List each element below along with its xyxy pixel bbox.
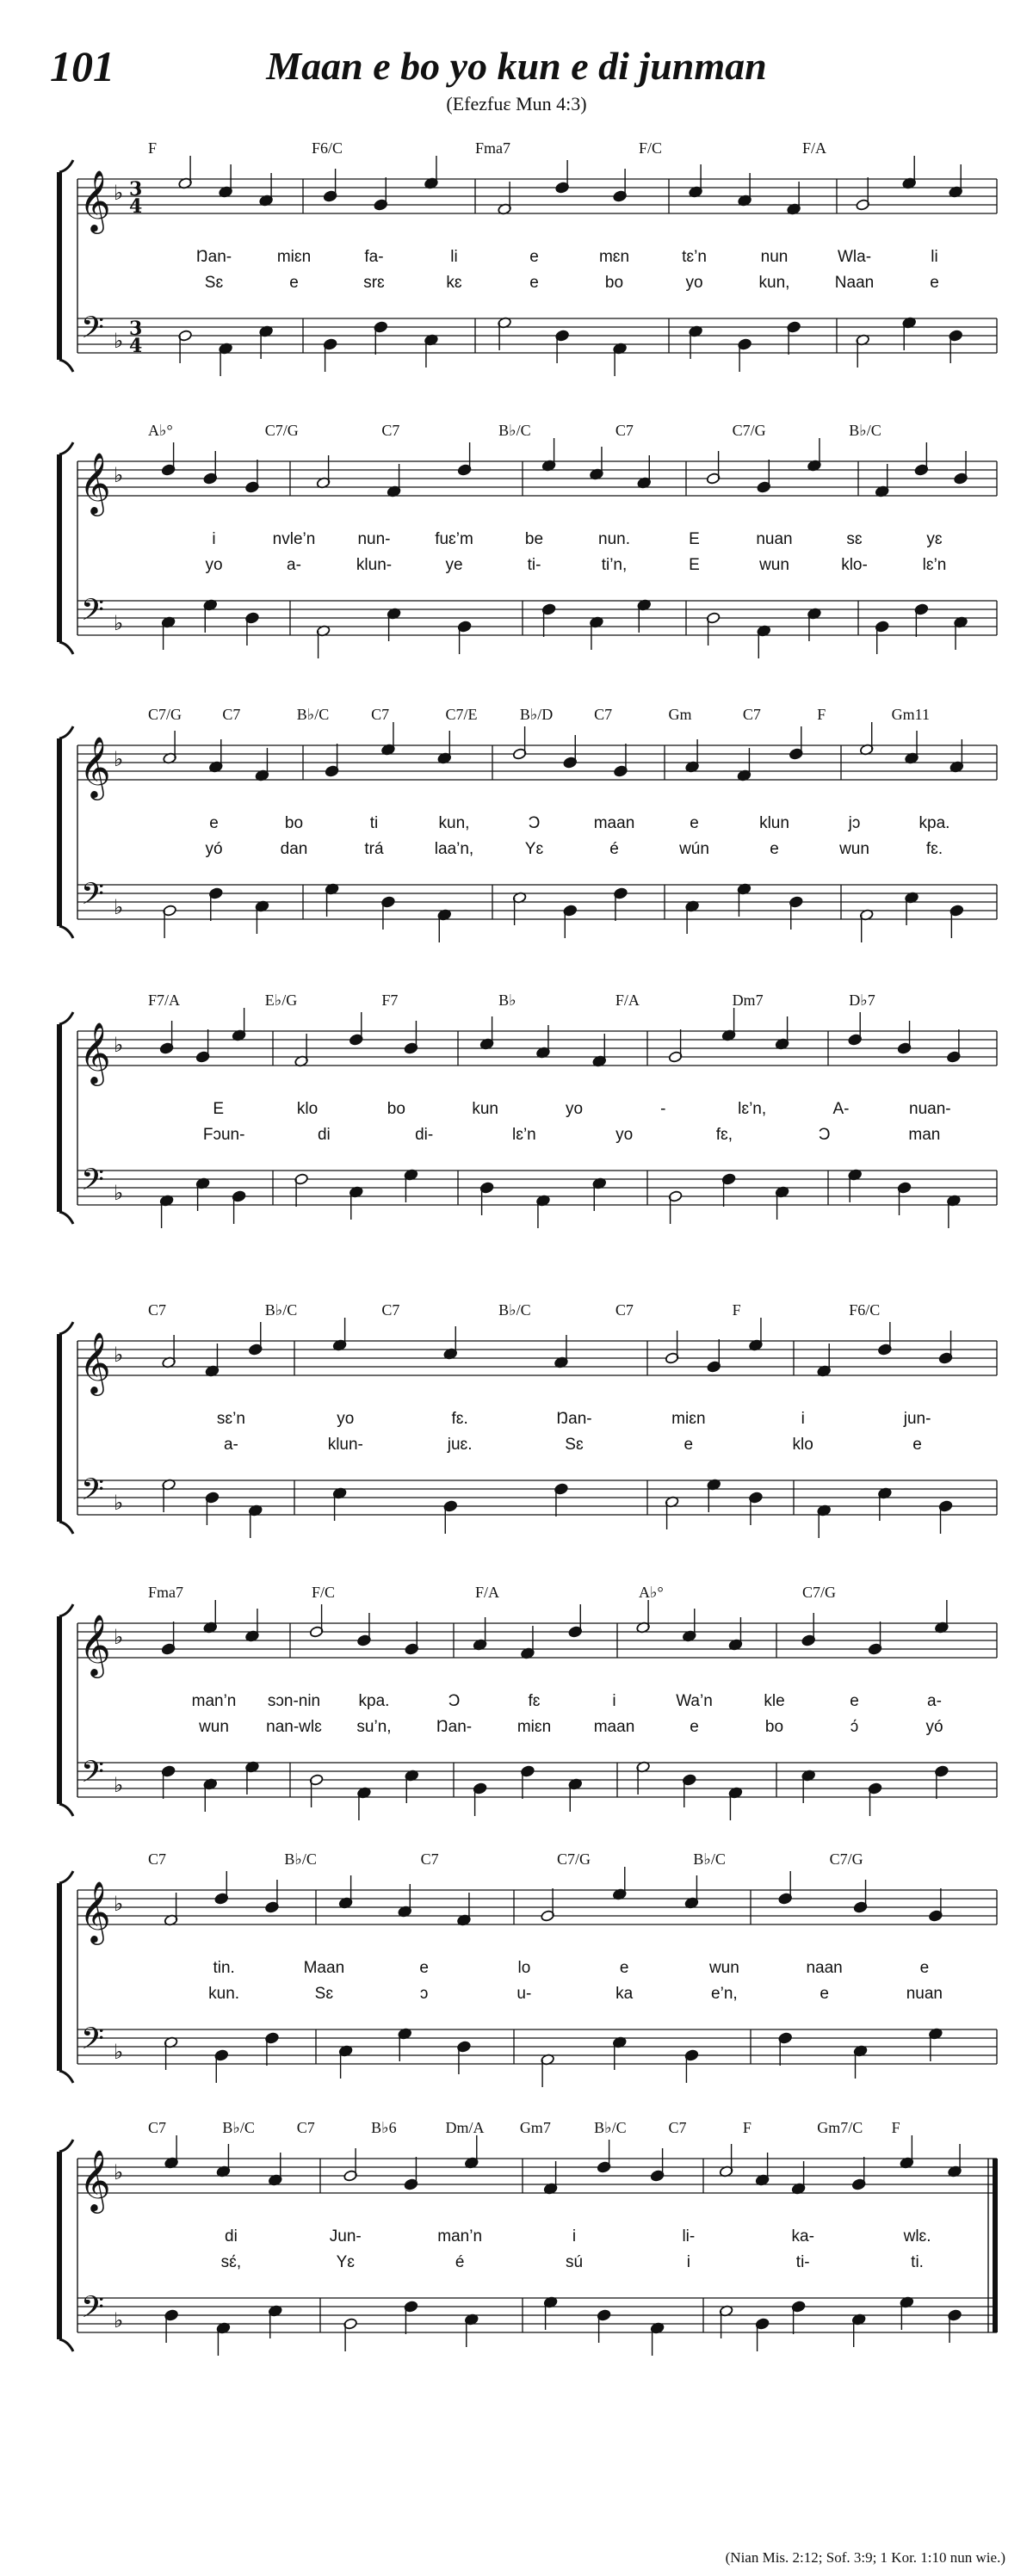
system-2 bbox=[45, 420, 1000, 687]
bass-clef-icon: 𝄢 bbox=[81, 310, 105, 352]
bass-clef-icon: 𝄢 bbox=[81, 1472, 105, 1514]
lyric-verse2-syllable: é bbox=[455, 2253, 465, 2271]
lyric-verse2-syllable: di bbox=[317, 1126, 331, 1144]
system-5 bbox=[45, 1300, 1000, 1566]
chord-symbol: C7/G bbox=[557, 1850, 591, 1868]
time-signature-bottom: 4 bbox=[129, 335, 143, 357]
chord-symbol: B♭/C bbox=[498, 422, 531, 439]
lyric-verse1-syllable: yo bbox=[337, 1410, 355, 1428]
lyric-verse1-syllable: i bbox=[212, 530, 216, 548]
lyric-verse2-syllable: klo- bbox=[841, 556, 868, 574]
chord-symbol: F7 bbox=[381, 991, 399, 1009]
flat-key-signature-icon: ♭ bbox=[114, 1892, 124, 1916]
chord-symbol: Dm7 bbox=[732, 991, 764, 1009]
lyric-verse1-syllable: yɛ bbox=[926, 530, 943, 548]
treble-clef-icon: 𝄞 bbox=[79, 1331, 111, 1393]
bracket-bottom-hook bbox=[59, 926, 73, 938]
lyric-verse2-syllable: kun, bbox=[758, 274, 790, 292]
lyric-verse1-syllable: e bbox=[529, 248, 539, 266]
lyric-verse2-syllable: e bbox=[684, 1436, 694, 1454]
hymn-title: Maan e bo yo kun e di junman bbox=[266, 44, 767, 88]
lyric-verse2-syllable: e bbox=[820, 1985, 829, 2003]
chord-symbol: D♭7 bbox=[849, 991, 875, 1009]
staff-system-graphic bbox=[45, 2117, 1000, 2384]
lyric-verse1-syllable: A- bbox=[832, 1100, 850, 1118]
flat-key-signature-icon: ♭ bbox=[114, 2308, 124, 2332]
chord-symbol: A♭° bbox=[148, 422, 173, 439]
chord-symbol: C7 bbox=[148, 1850, 167, 1868]
treble-clef-icon: 𝄞 bbox=[79, 2148, 111, 2211]
bass-clef-icon: 𝄢 bbox=[81, 2289, 105, 2332]
lyric-verse1-syllable: di bbox=[225, 2227, 238, 2246]
lyric-verse1-syllable: Ŋan- bbox=[195, 248, 232, 266]
lyric-verse1-syllable: fa- bbox=[364, 248, 384, 266]
lyric-verse1-syllable: Ɔ bbox=[528, 814, 541, 832]
chord-symbol: C7 bbox=[615, 1301, 634, 1319]
lyric-verse1-syllable: li- bbox=[682, 2227, 696, 2246]
lyric-verse2-syllable: e bbox=[529, 274, 539, 292]
lyric-verse2-syllable: E bbox=[689, 556, 700, 574]
lyric-verse2-syllable: sú bbox=[565, 2253, 584, 2271]
lyric-verse2-syllable: bo bbox=[604, 274, 624, 292]
lyric-verse1-syllable: kle bbox=[764, 1692, 785, 1710]
time-signature-bottom: 4 bbox=[129, 195, 143, 218]
lyric-verse1-syllable: nun- bbox=[357, 530, 391, 548]
lyric-verse2-syllable: klun- bbox=[356, 556, 393, 574]
bass-clef-icon: 𝄢 bbox=[81, 592, 105, 634]
treble-clef-icon: 𝄞 bbox=[79, 169, 111, 232]
lyric-verse2-syllable: Naan bbox=[834, 274, 875, 292]
lyric-verse2-syllable: lɛ’n bbox=[922, 556, 947, 574]
lyric-verse2-syllable: Sɛ bbox=[204, 274, 224, 292]
lyric-verse1-syllable: ti bbox=[369, 814, 379, 832]
bracket-top-hook bbox=[59, 160, 73, 172]
brace-bracket bbox=[57, 454, 62, 642]
chord-symbol: F bbox=[732, 1301, 741, 1319]
bracket-bottom-hook bbox=[59, 1522, 73, 1534]
system-8 bbox=[45, 2117, 1000, 2384]
lyric-verse1-syllable: man’n bbox=[437, 2227, 483, 2246]
lyric-verse2-syllable: e bbox=[770, 840, 779, 858]
bracket-bottom-hook bbox=[59, 2071, 73, 2083]
lyric-verse1-syllable: Wla- bbox=[837, 248, 872, 266]
lyric-verse2-syllable: kɛ bbox=[446, 274, 462, 292]
system-7 bbox=[45, 1849, 1000, 2116]
lyric-verse2-syllable: yo bbox=[205, 556, 223, 574]
lyric-verse1-syllable: kpa. bbox=[919, 814, 950, 832]
chord-symbol: F bbox=[817, 706, 826, 723]
lyric-verse2-syllable: yó bbox=[205, 840, 223, 858]
lyric-verse1-syllable: nun. bbox=[598, 530, 630, 548]
lyric-verse2-syllable: klo bbox=[792, 1436, 813, 1454]
chord-symbol: F6/C bbox=[312, 139, 343, 157]
bracket-top-hook bbox=[59, 726, 73, 738]
flat-key-signature-icon: ♭ bbox=[114, 611, 124, 635]
lyric-verse1-syllable: bo bbox=[387, 1100, 405, 1118]
brace-bracket bbox=[57, 1616, 62, 1804]
flat-key-signature-icon: ♭ bbox=[114, 895, 124, 919]
lyric-verse1-syllable: wun bbox=[708, 1959, 739, 1977]
treble-clef-icon: 𝄞 bbox=[79, 1880, 111, 1943]
lyric-verse1-syllable: a- bbox=[927, 1692, 942, 1710]
chord-symbol: B♭/C bbox=[284, 1850, 317, 1868]
lyric-verse1-syllable: li bbox=[931, 248, 938, 266]
chord-symbol: C7 bbox=[381, 1301, 400, 1319]
bracket-bottom-hook bbox=[59, 360, 73, 372]
bracket-top-hook bbox=[59, 1871, 73, 1883]
chord-symbol: C7/G bbox=[802, 1584, 837, 1601]
chord-symbol: B♭/C bbox=[222, 2119, 255, 2136]
lyric-verse2-syllable: fɛ. bbox=[925, 840, 943, 858]
chord-symbol: Dm/A bbox=[445, 2119, 485, 2136]
chord-symbol: Gm7 bbox=[519, 2119, 551, 2136]
staff-system-graphic bbox=[45, 138, 1000, 405]
chord-symbol: F bbox=[148, 139, 158, 157]
lyric-verse1-syllable: e bbox=[209, 814, 219, 832]
lyric-verse2-syllable: ɔ́ bbox=[850, 1718, 859, 1736]
chord-symbol: B♭/C bbox=[594, 2119, 627, 2136]
chord-symbol: C7 bbox=[222, 706, 241, 723]
chord-symbol: C7 bbox=[296, 2119, 315, 2136]
lyric-verse2-syllable: e bbox=[690, 1718, 699, 1736]
lyric-verse2-syllable: e bbox=[912, 1436, 922, 1454]
chord-symbol: B♭ bbox=[498, 991, 516, 1009]
lyric-verse1-syllable: fuɛ’m bbox=[435, 530, 473, 548]
system-1 bbox=[45, 138, 1000, 405]
bracket-bottom-hook bbox=[59, 1212, 73, 1224]
lyric-verse1-syllable: E bbox=[689, 530, 700, 548]
chord-symbol: B♭/C bbox=[264, 1301, 298, 1319]
lyric-verse2-syllable: Yɛ bbox=[336, 2253, 355, 2271]
lyric-verse1-syllable: nvle’n bbox=[272, 530, 316, 548]
chord-symbol: A♭° bbox=[639, 1584, 664, 1601]
lyric-verse2-syllable: Fɔun- bbox=[202, 1126, 245, 1144]
lyric-verse1-syllable: fɛ. bbox=[451, 1410, 468, 1428]
lyric-verse1-syllable: nuan- bbox=[909, 1100, 951, 1118]
brace-bracket bbox=[57, 172, 62, 360]
lyric-verse1-syllable: e bbox=[419, 1959, 429, 1977]
time-signature-top: 3 bbox=[129, 178, 143, 201]
lyric-verse1-syllable: Jun- bbox=[329, 2227, 362, 2246]
chord-symbol: F bbox=[742, 2119, 752, 2136]
lyric-verse2-syllable: miɛn bbox=[516, 1718, 552, 1736]
lyric-verse1-syllable: be bbox=[524, 530, 544, 548]
chord-symbol: C7 bbox=[420, 1850, 439, 1868]
flat-key-signature-icon: ♭ bbox=[114, 1773, 124, 1797]
lyric-verse1-syllable: naan bbox=[806, 1959, 843, 1977]
lyric-verse1-syllable: e bbox=[919, 1959, 930, 1977]
chord-symbol: F6/C bbox=[849, 1301, 881, 1319]
chord-symbol: C7 bbox=[148, 1301, 167, 1319]
lyric-verse1-syllable: sɛ bbox=[846, 530, 863, 548]
lyric-verse2-syllable: maan bbox=[593, 1718, 635, 1736]
lyric-verse1-syllable: - bbox=[660, 1100, 666, 1118]
staff-system-graphic bbox=[45, 1300, 1000, 1566]
chord-symbol: F/C bbox=[312, 1584, 336, 1601]
lyric-verse2-syllable: klun- bbox=[327, 1436, 363, 1454]
chord-symbol: C7 bbox=[371, 706, 390, 723]
chord-symbol: C7/G bbox=[148, 706, 182, 723]
lyric-verse1-syllable: lɛ’n, bbox=[738, 1100, 767, 1118]
lyric-verse2-syllable: di- bbox=[415, 1126, 434, 1144]
lyric-verse1-syllable: bo bbox=[284, 814, 304, 832]
lyric-verse2-syllable: Yɛ bbox=[524, 840, 544, 858]
bracket-bottom-hook bbox=[59, 2339, 73, 2351]
system-4 bbox=[45, 990, 1000, 1257]
lyric-verse1-syllable: i bbox=[801, 1410, 805, 1428]
bracket-top-hook bbox=[59, 1322, 73, 1334]
chord-symbol: C7 bbox=[668, 2119, 687, 2136]
chord-symbol: B♭/D bbox=[519, 706, 554, 723]
lyric-verse1-syllable: e bbox=[850, 1692, 859, 1710]
lyric-verse2-syllable: Sɛ bbox=[314, 1985, 334, 2003]
lyric-verse2-syllable: ye bbox=[445, 556, 463, 574]
lyric-verse2-syllable: a- bbox=[287, 556, 301, 574]
chord-symbol: B♭/C bbox=[296, 706, 330, 723]
flat-key-signature-icon: ♭ bbox=[114, 2160, 124, 2184]
chord-symbol: Gm bbox=[668, 706, 692, 723]
lyric-verse1-syllable: tɛ’n bbox=[682, 248, 707, 266]
chord-symbol: C7 bbox=[148, 2119, 167, 2136]
chord-symbol: B♭/C bbox=[693, 1850, 726, 1868]
bass-clef-icon: 𝄢 bbox=[81, 1162, 105, 1204]
lyric-verse2-syllable: nuan bbox=[906, 1985, 943, 2003]
staff-system-graphic bbox=[45, 1849, 1000, 2116]
bracket-top-hook bbox=[59, 1604, 73, 1616]
chord-symbol: C7 bbox=[615, 422, 634, 439]
bass-clef-icon: 𝄢 bbox=[81, 2021, 105, 2063]
staff-system-graphic bbox=[45, 704, 1000, 971]
system-3 bbox=[45, 704, 1000, 971]
flat-key-signature-icon: ♭ bbox=[114, 1033, 124, 1057]
chord-symbol: C7 bbox=[742, 706, 761, 723]
lyric-verse1-syllable: man’n bbox=[191, 1692, 237, 1710]
lyric-verse1-syllable: i bbox=[572, 2227, 577, 2246]
lyric-verse2-syllable: wún bbox=[679, 840, 709, 858]
lyric-verse2-syllable: ti- bbox=[795, 2253, 810, 2271]
flat-key-signature-icon: ♭ bbox=[114, 329, 124, 353]
footer-reference: (Nian Mis. 2:12; Sof. 3:9; 1 Kor. 1:10 nun wie.) bbox=[725, 2549, 1005, 2566]
chord-symbol: C7 bbox=[381, 422, 400, 439]
lyric-verse2-syllable: lɛ’n bbox=[512, 1126, 536, 1144]
bass-clef-icon: 𝄢 bbox=[81, 876, 105, 918]
lyric-verse1-syllable: li bbox=[450, 248, 458, 266]
lyric-verse1-syllable: mɛn bbox=[598, 248, 630, 266]
lyric-verse2-syllable: Sɛ bbox=[565, 1436, 584, 1454]
chord-symbol: C7/G bbox=[732, 422, 766, 439]
hymn-header bbox=[0, 0, 1033, 114]
treble-clef-icon: 𝄞 bbox=[79, 451, 111, 514]
lyric-verse1-syllable: nun bbox=[760, 248, 789, 266]
lyric-verse1-syllable: Ŋan- bbox=[556, 1410, 592, 1428]
flat-key-signature-icon: ♭ bbox=[114, 1491, 124, 1515]
chord-symbol: C7 bbox=[594, 706, 613, 723]
flat-key-signature-icon: ♭ bbox=[114, 747, 124, 771]
chord-symbol: E♭/G bbox=[264, 991, 298, 1009]
lyric-verse1-syllable: fɛ bbox=[528, 1692, 541, 1710]
chord-symbol: B♭/C bbox=[849, 422, 881, 439]
lyric-verse2-syllable: é bbox=[609, 840, 619, 858]
chord-symbol: Gm11 bbox=[891, 706, 930, 723]
flat-key-signature-icon: ♭ bbox=[114, 463, 124, 487]
staff-system-graphic bbox=[45, 1582, 1000, 1849]
lyric-verse1-syllable: miɛn bbox=[276, 248, 312, 266]
lyric-verse1-syllable: jun- bbox=[903, 1410, 931, 1428]
lyric-verse2-syllable: wun bbox=[199, 1718, 229, 1736]
lyric-verse1-syllable: miɛn bbox=[671, 1410, 706, 1428]
lyric-verse2-syllable: wun bbox=[839, 840, 869, 858]
lyric-verse1-syllable: kun, bbox=[438, 814, 470, 832]
lyric-verse1-syllable: maan bbox=[593, 814, 635, 832]
treble-clef-icon: 𝄞 bbox=[79, 1613, 111, 1676]
scripture-reference: (Efezfuɛ Mun 4:3) bbox=[446, 93, 587, 114]
lyric-verse2-syllable: Ɔ bbox=[818, 1126, 831, 1144]
lyric-verse1-syllable: klun bbox=[759, 814, 789, 832]
lyric-verse2-syllable: yo bbox=[615, 1126, 634, 1144]
lyric-verse1-syllable: sɛ’n bbox=[216, 1410, 245, 1428]
bracket-top-hook bbox=[59, 442, 73, 454]
time-signature-top: 3 bbox=[129, 318, 143, 340]
lyric-verse2-syllable: e bbox=[930, 274, 939, 292]
flat-key-signature-icon: ♭ bbox=[114, 1181, 124, 1205]
lyric-verse1-syllable: i bbox=[612, 1692, 616, 1710]
lyric-verse2-syllable: man bbox=[908, 1126, 941, 1144]
lyric-verse2-syllable: wun bbox=[759, 556, 789, 574]
flat-key-signature-icon: ♭ bbox=[114, 181, 124, 205]
system-6 bbox=[45, 1582, 1000, 1849]
bracket-bottom-hook bbox=[59, 1804, 73, 1816]
chord-symbol: F/A bbox=[802, 139, 827, 157]
brace-bracket bbox=[57, 2152, 62, 2339]
final-barline-thick bbox=[993, 2159, 998, 2332]
chord-symbol: Fma7 bbox=[148, 1584, 184, 1601]
lyric-verse2-syllable: ti. bbox=[911, 2253, 924, 2271]
lyric-verse2-syllable: ti- bbox=[527, 556, 541, 574]
staff-system-graphic bbox=[45, 990, 1000, 1257]
bracket-bottom-hook bbox=[59, 642, 73, 654]
bracket-top-hook bbox=[59, 1012, 73, 1024]
brace-bracket bbox=[57, 1334, 62, 1522]
lyric-verse1-syllable: Wa’n bbox=[676, 1692, 713, 1710]
treble-clef-icon: 𝄞 bbox=[79, 735, 111, 798]
lyric-verse2-syllable: fɛ, bbox=[715, 1126, 733, 1144]
lyric-verse2-syllable: juɛ. bbox=[447, 1436, 473, 1454]
chord-symbol: F7/A bbox=[148, 991, 181, 1009]
brace-bracket bbox=[57, 738, 62, 926]
lyric-verse2-syllable: a- bbox=[223, 1436, 238, 1454]
bass-clef-icon: 𝄢 bbox=[81, 1754, 105, 1796]
flat-key-signature-icon: ♭ bbox=[114, 1343, 124, 1367]
treble-clef-icon: 𝄞 bbox=[79, 1021, 111, 1084]
lyric-verse1-syllable: e bbox=[690, 814, 699, 832]
chord-symbol: B♭6 bbox=[371, 2119, 397, 2136]
lyric-verse1-syllable: yo bbox=[565, 1100, 584, 1118]
lyric-verse1-syllable: e bbox=[619, 1959, 629, 1977]
lyric-verse1-syllable: tin. bbox=[213, 1959, 235, 1977]
chord-symbol: F/A bbox=[475, 1584, 500, 1601]
chord-symbol: F/A bbox=[615, 991, 640, 1009]
lyric-verse1-syllable: lo bbox=[517, 1959, 531, 1977]
lyric-verse2-syllable: e bbox=[289, 274, 299, 292]
lyric-verse1-syllable: nuan bbox=[756, 530, 793, 548]
lyric-verse2-syllable: e’n, bbox=[711, 1985, 738, 2003]
lyric-verse1-syllable: Maan bbox=[303, 1959, 345, 1977]
lyric-verse1-syllable: jɔ bbox=[848, 814, 861, 832]
lyric-verse1-syllable: kun bbox=[472, 1100, 498, 1118]
lyric-verse2-syllable: bo bbox=[764, 1718, 784, 1736]
chord-symbol: F/C bbox=[639, 139, 663, 157]
lyric-verse2-syllable: Ŋan- bbox=[436, 1718, 473, 1736]
lyric-verse2-syllable: yó bbox=[925, 1718, 943, 1736]
lyric-verse2-syllable: i bbox=[686, 2253, 690, 2271]
lyric-verse2-syllable: srɛ bbox=[363, 274, 385, 292]
chord-symbol: Fma7 bbox=[475, 139, 511, 157]
lyric-verse2-syllable: trá bbox=[364, 840, 384, 858]
lyric-verse2-syllable: kun. bbox=[208, 1985, 240, 2003]
brace-bracket bbox=[57, 1024, 62, 1212]
lyric-verse2-syllable: ɔ bbox=[419, 1985, 429, 2003]
flat-key-signature-icon: ♭ bbox=[114, 2040, 124, 2064]
chord-symbol: Gm7/C bbox=[817, 2119, 863, 2136]
lyric-verse2-syllable: u- bbox=[516, 1985, 532, 2003]
lyric-verse1-syllable: ka- bbox=[791, 2227, 814, 2246]
chord-symbol: F bbox=[891, 2119, 900, 2136]
lyric-verse1-syllable: sɔn-nin bbox=[267, 1692, 321, 1710]
brace-bracket bbox=[57, 1883, 62, 2071]
lyric-verse1-syllable: Ɔ bbox=[448, 1692, 461, 1710]
staff-system-graphic bbox=[45, 420, 1000, 687]
hymn-number: 101 bbox=[50, 42, 114, 90]
lyric-verse2-syllable: ka bbox=[615, 1985, 634, 2003]
lyric-verse2-syllable: sɛ́, bbox=[220, 2253, 242, 2271]
bracket-top-hook bbox=[59, 2140, 73, 2152]
chord-symbol: B♭/C bbox=[498, 1301, 531, 1319]
lyric-verse1-syllable: E bbox=[213, 1100, 224, 1118]
lyric-verse2-syllable: yo bbox=[685, 274, 703, 292]
chord-symbol: C7/G bbox=[264, 422, 299, 439]
lyric-verse2-syllable: nan-wlɛ bbox=[266, 1718, 322, 1736]
lyric-verse2-syllable: dan bbox=[280, 840, 308, 858]
lyric-verse2-syllable: su’n, bbox=[356, 1718, 392, 1736]
lyric-verse1-syllable: klo bbox=[296, 1100, 319, 1118]
lyric-verse1-syllable: kpa. bbox=[358, 1692, 390, 1710]
lyric-verse2-syllable: laa’n, bbox=[434, 840, 474, 858]
chord-symbol: C7/G bbox=[829, 1850, 863, 1868]
chord-symbol: C7/E bbox=[445, 706, 478, 723]
lyric-verse1-syllable: wlɛ. bbox=[903, 2227, 931, 2246]
lyric-verse2-syllable: ti’n, bbox=[601, 556, 628, 574]
flat-key-signature-icon: ♭ bbox=[114, 1625, 124, 1649]
